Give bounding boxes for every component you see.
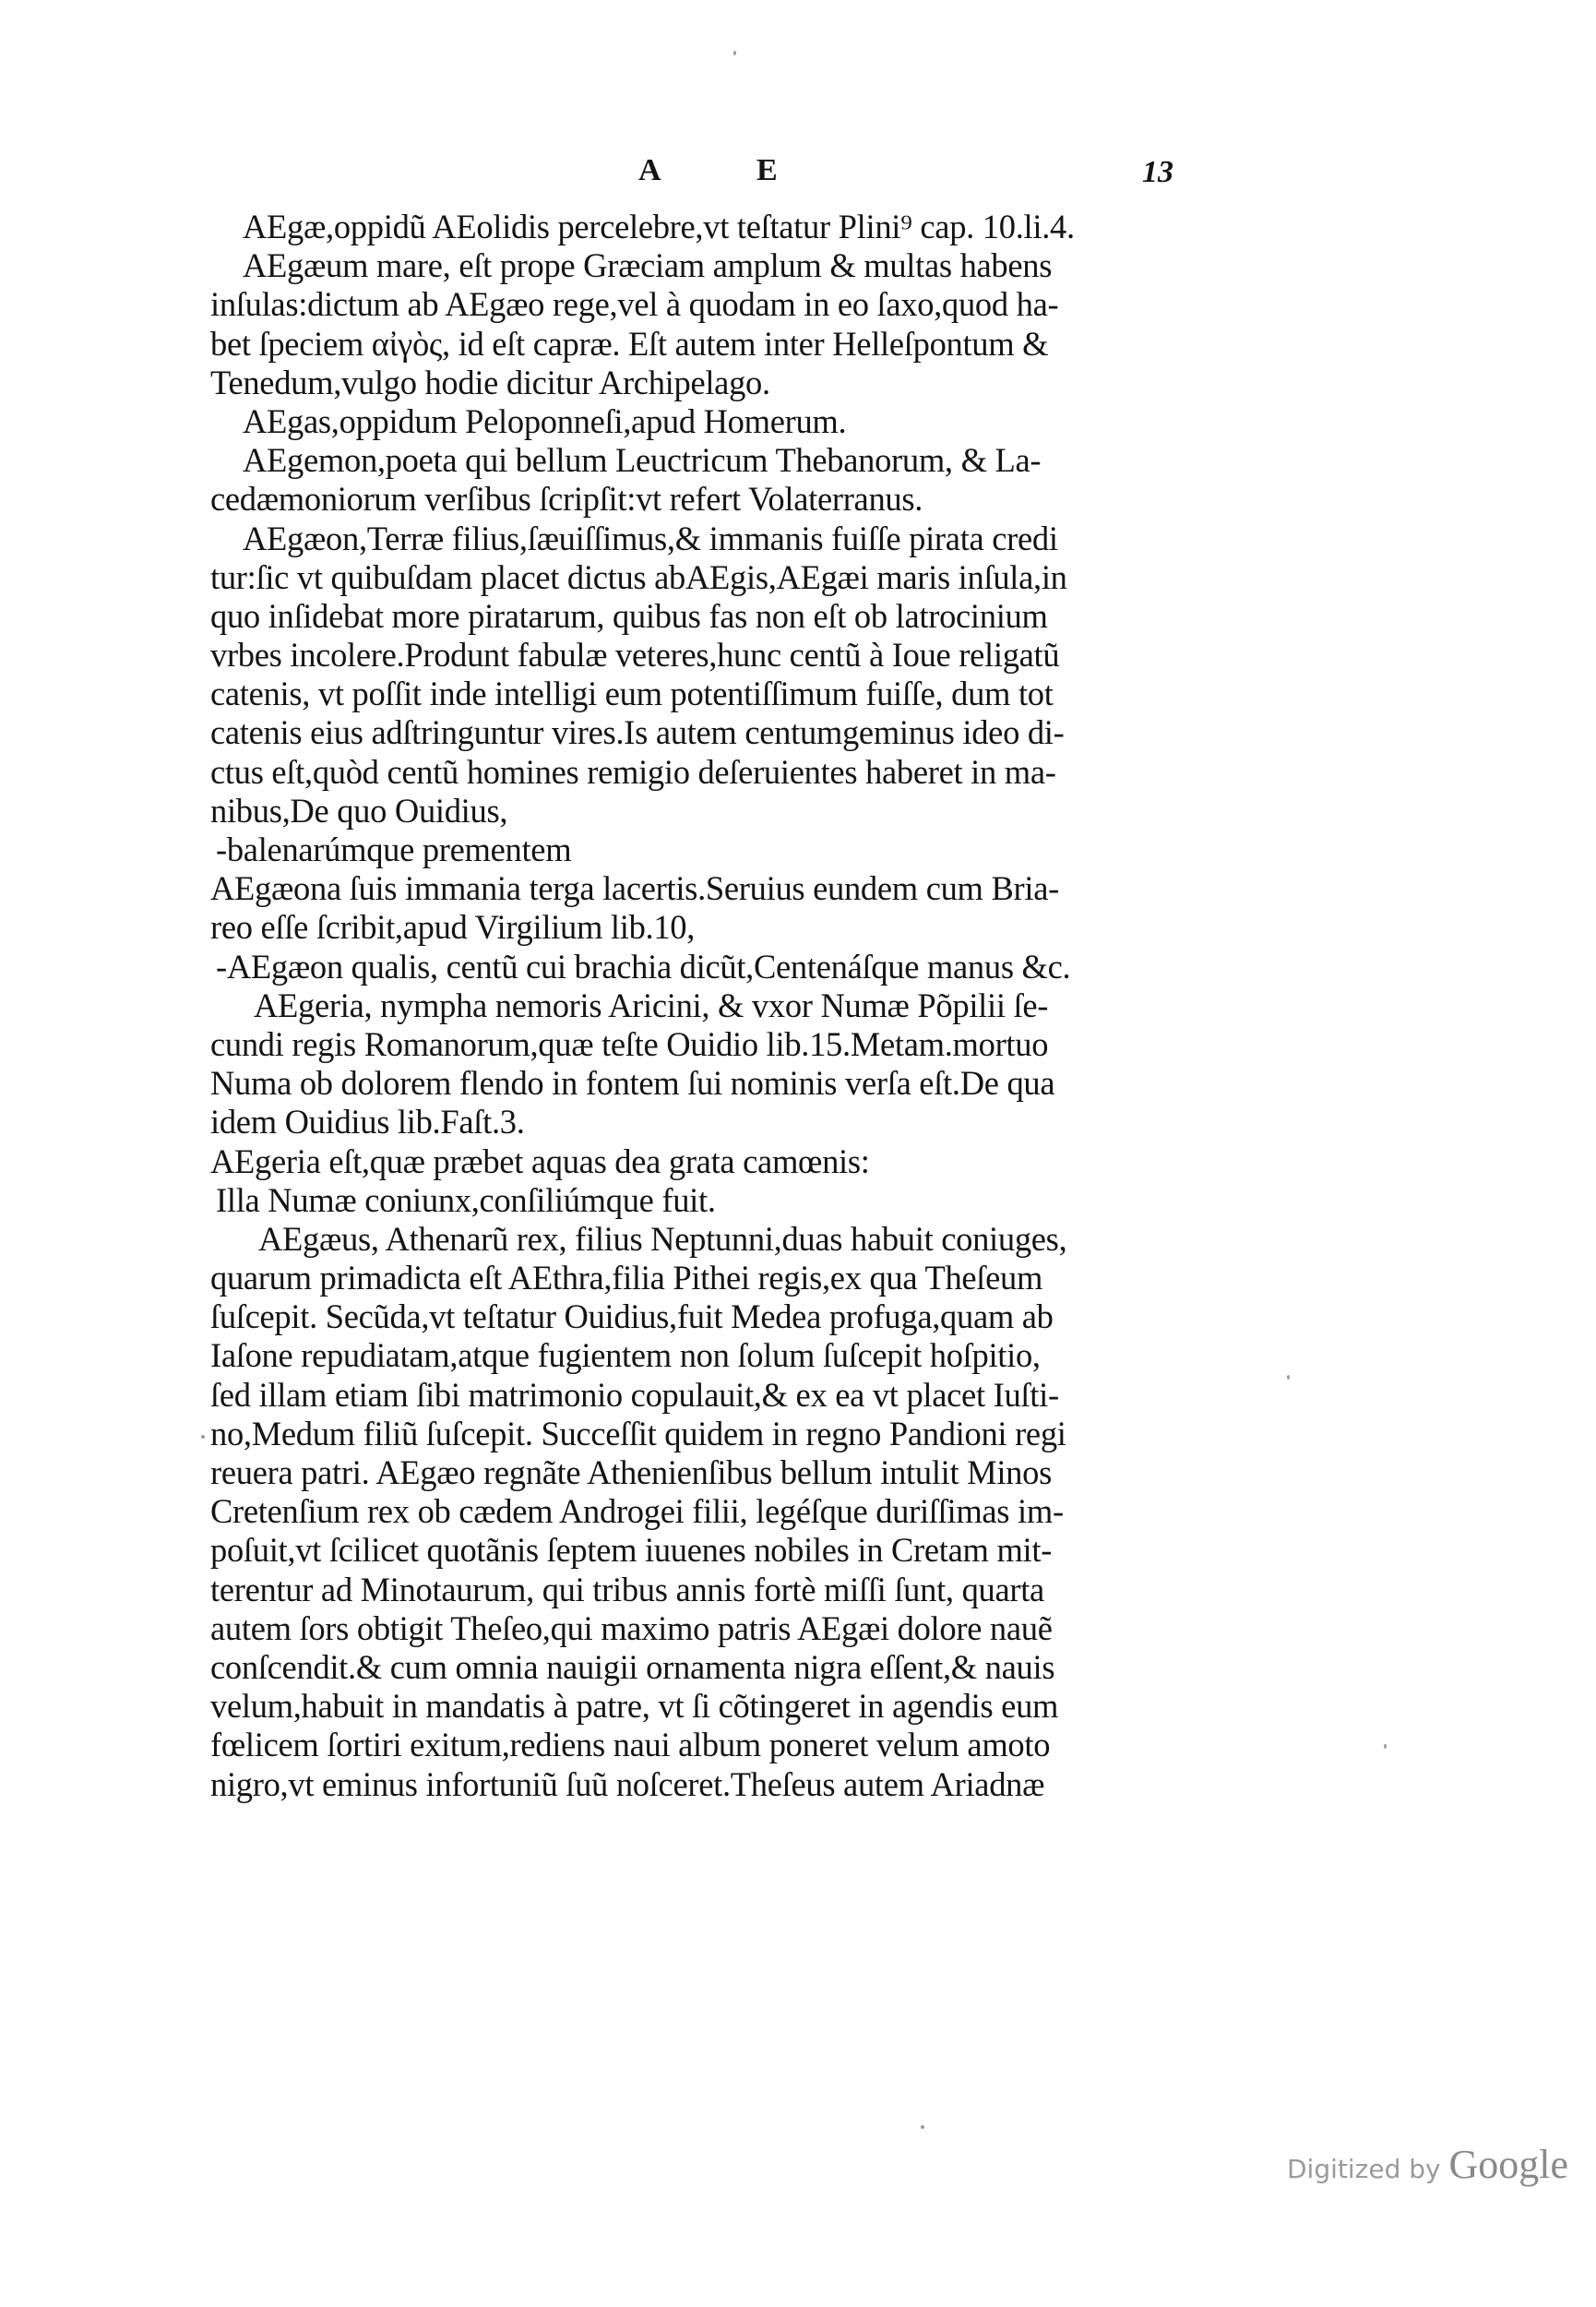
text-line: fœlicem ſortiri exitum,rediens naui album poneret velum amoto <box>210 1726 1051 1764</box>
scan-speck <box>201 1435 205 1439</box>
text-line: inſulas:dictum ab AEgæo rege,vel à quodam in eo ſaxo,quod ha- <box>210 285 1059 324</box>
text-line: -balenarúmque prementem <box>216 831 572 868</box>
text-line: Cretenſium rex ob cædem Androgei filii, legéſque duriſſimas im- <box>210 1492 1064 1531</box>
text-line: ctus eſt,quòd centũ homines remigio deſeruientes haberet in ma- <box>210 752 1056 791</box>
text-line: quo inſidebat more piratarum, quibus fas non eſt ob latrocinium <box>210 596 1048 635</box>
text-line: autem ſors obtigit Theſeo,qui maximo patris AEgæi dolore nauẽ <box>210 1608 1053 1647</box>
google-brand-text: Google <box>1448 2142 1569 2187</box>
text-line: quarum primadicta eſt AEthra,filia Pithei regis,ex qua Theſeum <box>210 1259 1043 1297</box>
text-line: nigro,vt eminus infortuniũ ſuũ noſceret.Theſeus autem Ariadnæ <box>210 1764 1045 1803</box>
text-line: vrbes incolere.Produnt fabulæ veteres,hunc centũ à Ioue religatũ <box>210 636 1060 675</box>
text-line: AEgæona ſuis immania terga lacertis.Seruius eundem cum Bria- <box>210 869 1059 908</box>
text-line: idem Ouidius lib.Faſt.3. <box>210 1103 525 1142</box>
text-line: conſcendit.& cum omnia nauigii ornamenta nigra eſſent,& nauis <box>210 1647 1055 1686</box>
text-line: cundi regis Romanorum,quæ teſte Ouidio lib.15.Metam.mortuo <box>210 1024 1049 1063</box>
text-line: catenis, vt poſſit inde intelligi eum potentiſſimum fuiſſe, dum tot <box>210 675 1054 713</box>
scan-speck <box>733 51 736 55</box>
text-line: nibus,De quo Ouidius, <box>210 791 508 830</box>
text-line: cedæmoniorum verſibus ſcripſit:vt refert Volaterranus. <box>210 480 923 519</box>
text-line: AEgas,oppidum Peloponneſi,apud Homerum. <box>243 401 847 440</box>
text-line: catenis eius adſtringuntur vires.Is autem centumgeminus ideo di- <box>210 713 1065 752</box>
digitized-by-text: Digitized by <box>1287 2154 1441 2184</box>
text-line: Iaſone repudiatam,atque fugientem non ſolum ſuſcepit hoſpitio, <box>210 1336 1041 1375</box>
text-line: AEgeria, nympha nemoris Aricini, & vxor Numæ Põpilii ſe- <box>254 986 1049 1024</box>
text-line: AEgæon,Terræ filius,ſæuiſſimus,& immanis fuiſſe pirata credi <box>243 519 1058 557</box>
text-line: AEgeria eſt,quæ præbet aquas dea grata camœnis: <box>210 1142 870 1180</box>
text-line: reo eſſe ſcribit,apud Virgilium lib.10, <box>210 908 696 947</box>
text-line: AEgæus, Athenarũ rex, filius Neptunni,duas habuit coniuges, <box>258 1219 1067 1258</box>
text-line: terentur ad Minotaurum, qui tribus annis fortè miſſi ſunt, quarta <box>210 1570 1044 1608</box>
text-line: Numa ob dolorem flendo in fontem ſui nominis verſa eſt.De qua <box>210 1064 1055 1103</box>
text-line: reuera patri. AEgæo regnãte Athenienſibus bellum intulit Minos <box>210 1453 1052 1491</box>
header-letter-right: E <box>756 153 778 187</box>
digitized-watermark <box>1287 2141 1568 2188</box>
scan-speck <box>921 2125 924 2129</box>
header-letter-left: A <box>638 153 661 187</box>
body-text <box>210 208 1174 1804</box>
text-line: ſed illam etiam ſibi matrimonio copulauit,& ex ea vt placet Iuſti- <box>210 1375 1059 1414</box>
page-number: 13 <box>1142 155 1173 189</box>
text-line: Illa Numæ coniunx,conſiliúmque fuit. <box>216 1180 716 1219</box>
running-header <box>0 149 1596 196</box>
text-line: no,Medum filiũ ſuſcepit. Succeſſit quidem in regno Pandioni regi <box>210 1414 1066 1452</box>
text-line: ſuſcepit. Secũda,vt teſtatur Ouidius,fuit Medea profuga,quam ab <box>210 1297 1054 1336</box>
scan-speck <box>1287 1375 1290 1380</box>
text-line: -AEgæon qualis, centũ cui brachia dicũt,Centenáſque manus &c. <box>216 947 1071 986</box>
text-line: tur:ſic vt quibuſdam placet dictus abAEgis,AEgæi maris inſula,in <box>210 557 1067 596</box>
text-line: bet ſpeciem αἰγὸς, id eſt capræ. Eſt autem inter Helleſpontum & <box>210 324 1049 363</box>
text-line: Tenedum,vulgo hodie dicitur Archipelago. <box>210 363 770 401</box>
text-line: velum,habuit in mandatis à patre, vt ſi cõtingeret in agendis eum <box>210 1687 1059 1726</box>
scan-speck <box>1384 1744 1387 1749</box>
text-line: AEgemon,poeta qui bellum Leuctricum Thebanorum, & La- <box>243 441 1042 480</box>
text-line: AEgæ,oppidũ AEolidis percelebre,vt teſtatur Plini⁹ cap. 10.li.4. <box>243 208 1075 245</box>
text-line: poſuit,vt ſcilicet quotãnis ſeptem iuuenes nobiles in Cretam mit- <box>210 1531 1053 1570</box>
text-line: AEgæum mare, eſt prope Græciam amplum & multas habens <box>243 246 1053 285</box>
